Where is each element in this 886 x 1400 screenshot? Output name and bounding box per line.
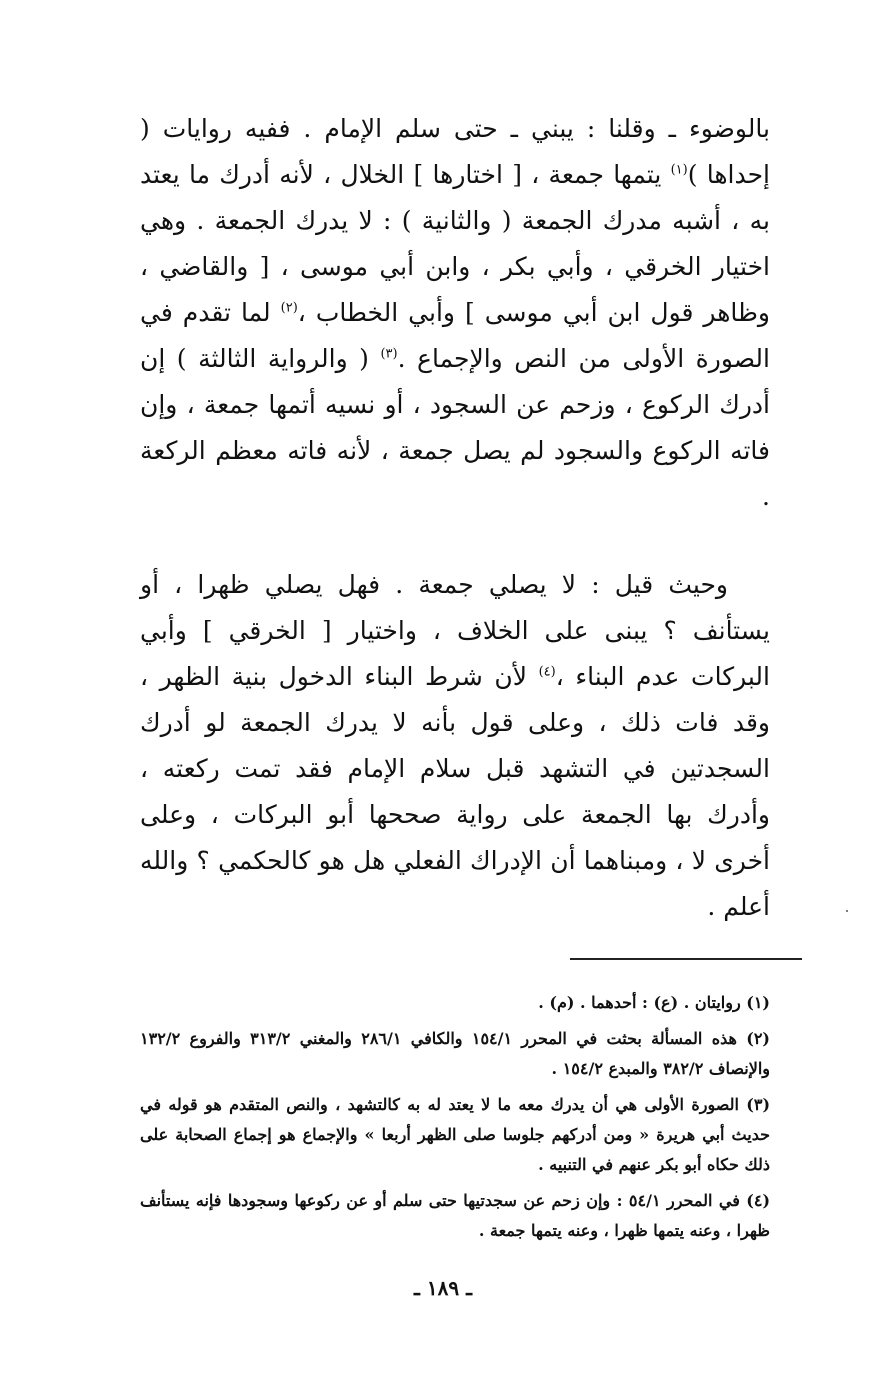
main-text: [140, 106, 770, 930]
paragraph-1-text-a: بالوضوء ـ وقلنا : يبني ـ حتى سلم الإمام . ففيه روايات ( إحداها ): [140, 114, 770, 189]
paragraph-1-text-d: ( والرواية الثالثة ) إن أدرك الركوع ، وزحم عن السجود ، أو نسيه أتمها جمعة ، وإن فاته الركوع والسجود لم يصل جمعة ، لأنه فاته معظم الركعة .: [140, 344, 770, 511]
scan-speck: [846, 910, 848, 912]
page-number: ـ ١٨٩ ـ: [414, 1276, 472, 1300]
footnote-divider: [570, 958, 802, 960]
footnote-ref-3: (٣): [380, 346, 398, 362]
paragraph-2-text-a: وحيث قيل : لا يصلي جمعة . فهل يصلي ظهرا ، أو يستأنف ؟ يبنى على الخلاف ، واختيار [ الخرقي ] وأبي البركات عدم البناء ،: [140, 570, 770, 691]
footnote-2: (٢) هذه المسألة بحثت في المحرر ١٥٤/١ والكافي ٢٨٦/١ والمغني ٣١٣/٢ والفروع ١٣٢/٢ والإنصاف ٣٨٢/٢ والمبدع ١٥٤/٢ .: [140, 1029, 770, 1078]
paragraph-1-text-b: يتمها جمعة ، [ اختارها ] الخلال ، لأنه أدرك ما يعتد به ، أشبه مدرك الجمعة ( والثانية ) : لا يدرك الجمعة . وهي اختيار الخرقي ، وأبي بكر ، وابن أبي موسى ، [ والقاضي ، وظاهر قول ابن أبي موسى ] وأبي الخطاب ،: [140, 160, 770, 327]
footnotes: [140, 988, 770, 1252]
paragraph-1: [140, 106, 770, 520]
footnote-4: (٤) في المحرر ٥٤/١ : وإن زحم عن سجدتيها حتى سلم أو عن ركوعها وسجودها فإنه يستأنف ظهرا ، وعنه يتمها ظهرا ، وعنه يتمها جمعة .: [140, 1191, 771, 1240]
footnote-3: (٣) الصورة الأولى هي أن يدرك معه ما لا يعتد له به كالتشهد ، والنص المتقدم هو قوله في حديث أبي هريرة « ومن أدركهم جلوسا صلى الظهر أربعا » والإجماع هو إجماع الصحابة على ذلك حكاه أبو بكر عنهم في التنبيه .: [140, 1095, 771, 1174]
paragraph-1-text-c: لما تقدم في الصورة الأولى من النص والإجماع .: [140, 298, 770, 373]
footnote-ref-1: (١): [670, 162, 688, 178]
footnote-ref-2: (٢): [280, 300, 298, 316]
footnote-1: (١) روايتان . (ع) : أحدهما . (م) .: [538, 993, 770, 1012]
paragraph-2-text-b: لأن شرط البناء الدخول بنية الظهر ، وقد فات ذلك ، وعلى قول بأنه لا يدرك الجمعة لو أدرك السجدتين في التشهد قبل سلام الإمام فقد تمت ركعته ، وأدرك بها الجمعة على رواية صححها أبو البركات ، وعلى أخرى لا ، ومبناهما أن الإدراك الفعلي هل هو كالحكمي ؟ والله أعلم .: [140, 662, 770, 921]
footnote-ref-4: (٤): [538, 664, 556, 680]
paragraph-2: [140, 562, 770, 930]
